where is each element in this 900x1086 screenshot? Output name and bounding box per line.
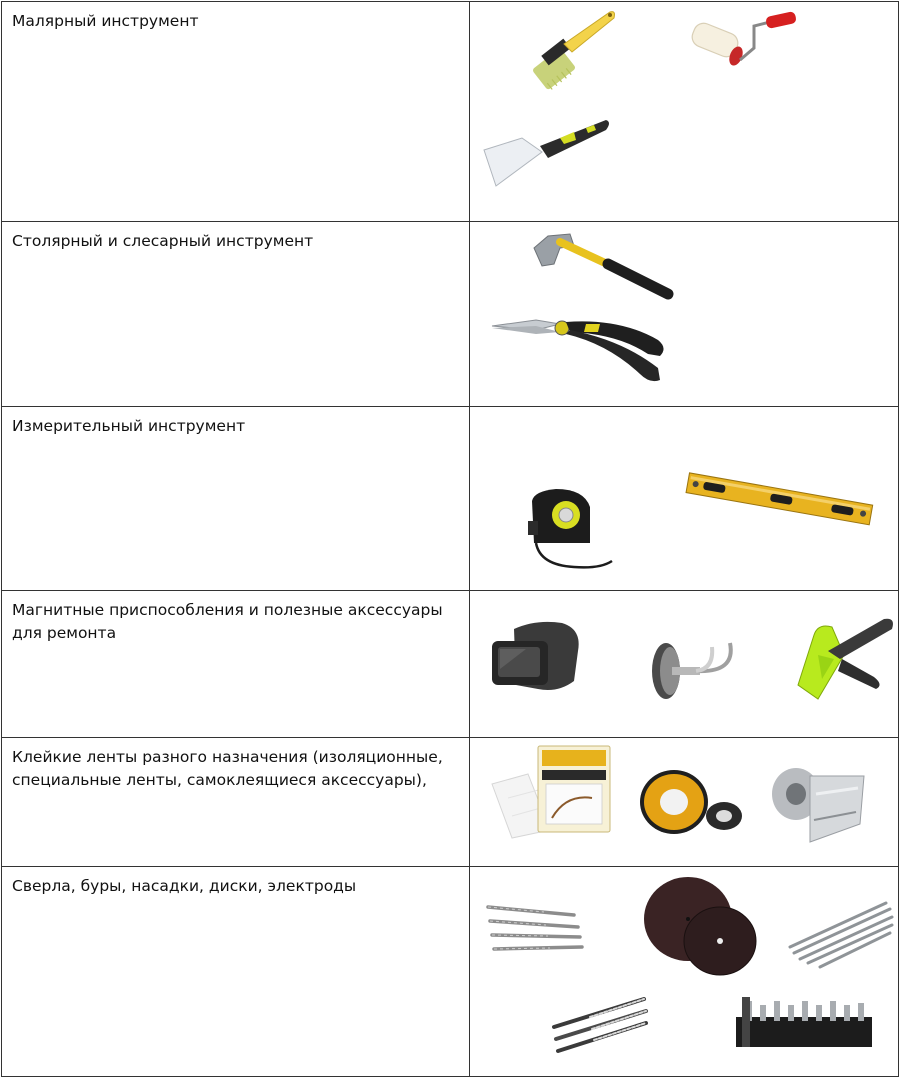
category-label: Малярный инструмент <box>2 2 470 222</box>
category-images <box>470 222 899 407</box>
table-row <box>2 2 899 222</box>
screwdriver-bit-set-icon <box>734 995 874 1055</box>
paint-roller-icon <box>686 8 806 78</box>
tape-measure-icon <box>526 487 626 577</box>
drill-bits-icon <box>484 901 584 961</box>
spirit-level-icon <box>680 471 880 531</box>
masonry-bits-icon <box>550 991 650 1061</box>
welding-electrodes-icon <box>786 897 896 977</box>
category-label: Сверла, буры, насадки, диски, электроды <box>2 867 470 1077</box>
category-images <box>470 591 899 738</box>
paint-brush-icon <box>526 6 626 96</box>
table-row <box>2 222 899 407</box>
category-images <box>470 738 899 867</box>
category-label: Магнитные приспособления и полезные аксессуары для ремонта <box>2 591 470 738</box>
magnetic-angle-holder-icon <box>788 615 898 705</box>
pliers-icon <box>490 304 680 394</box>
table-row <box>2 407 899 591</box>
magnetic-hook-icon <box>646 627 746 707</box>
cutting-discs-icon <box>642 875 762 985</box>
magnetic-wristband-icon <box>486 619 586 699</box>
category-images <box>470 2 899 222</box>
category-images <box>470 867 899 1077</box>
packaged-tape-icon <box>536 744 612 834</box>
table-row <box>2 867 899 1077</box>
aluminum-tape-icon <box>770 764 870 844</box>
table-row <box>2 738 899 867</box>
tools-category-table <box>1 1 899 1077</box>
hammer-icon <box>530 224 680 304</box>
black-tape-roll-icon <box>636 766 746 836</box>
table-row <box>2 591 899 738</box>
category-images <box>470 407 899 591</box>
category-label: Клейкие ленты разного назначения (изоляционные, специальные ленты, самоклеящиеся аксессуары), <box>2 738 470 867</box>
putty-knife-icon <box>482 116 612 188</box>
category-label: Столярный и слесарный инструмент <box>2 222 470 407</box>
category-label: Измерительный инструмент <box>2 407 470 591</box>
